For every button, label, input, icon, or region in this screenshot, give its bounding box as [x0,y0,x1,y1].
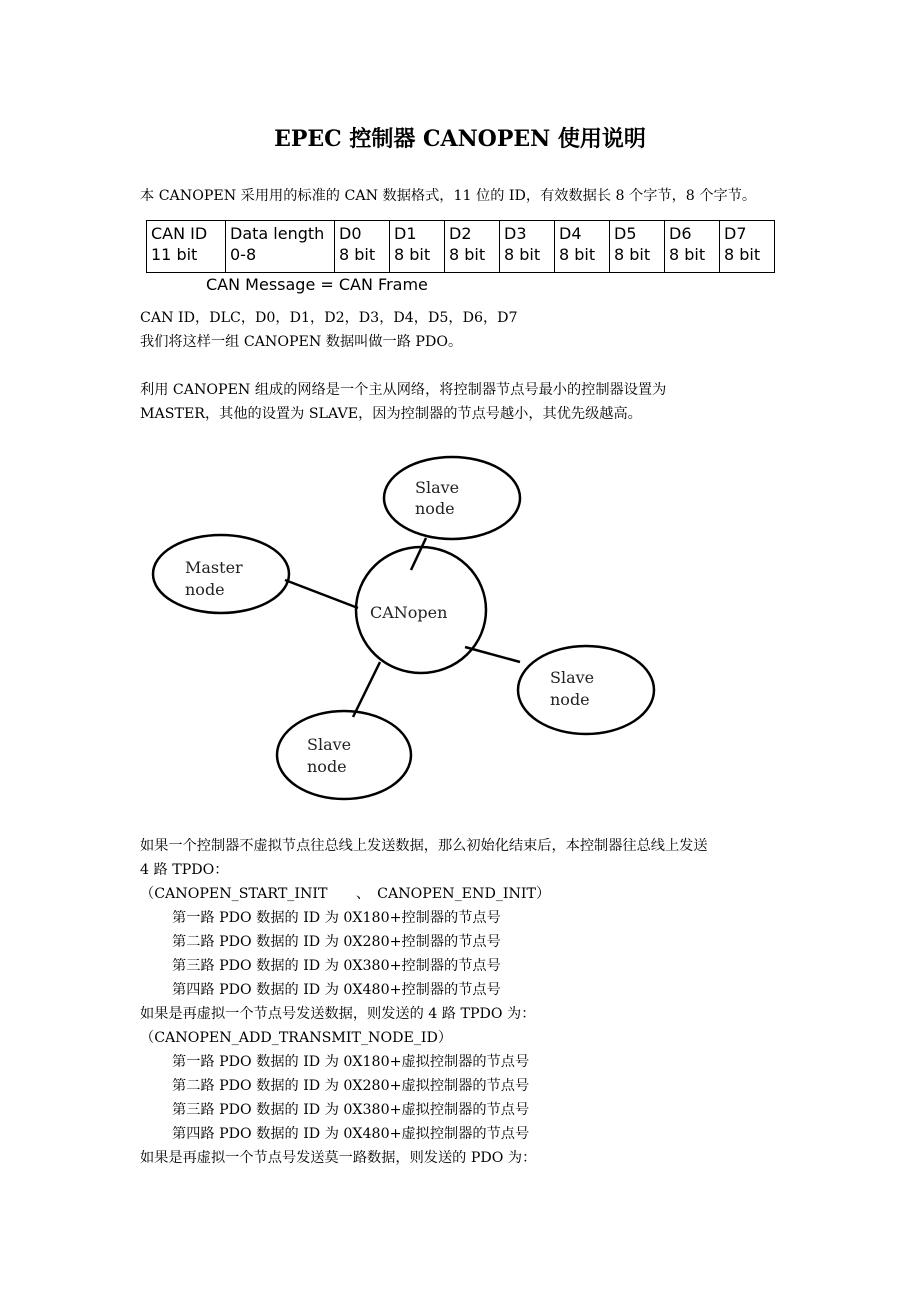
link-master [285,580,358,608]
table-cell: D0 8 bit [335,221,390,273]
list-item: 第三路 PDO 数据的 ID 为 0X380+虚拟控制器的节点号 [172,1102,530,1118]
network-para-line1: 利用 CANOPEN 组成的网络是一个主从网络，将控制器节点号最小的控制器设置为 [140,382,667,398]
link-bottom [353,662,380,717]
table-cell: D5 8 bit [610,221,665,273]
section2-line1: 如果是再虚拟一个节点号发送数据，则发送的 4 路 TPDO 为： [140,1006,536,1022]
table-cell: CAN ID 11 bit [147,221,226,273]
slave-bottom-label-2: node [307,757,347,776]
list-item: 第一路 PDO 数据的 ID 为 0X180+控制器的节点号 [172,910,501,926]
section1-func-line: （CANOPEN_START_INIT 、 CANOPEN_END_INIT） [140,886,551,902]
table-cell: D2 8 bit [445,221,500,273]
section1-line1: 如果一个控制器不虚拟节点往总线上发送数据，那么初始化结束后，本控制器往总线上发送 [140,838,708,854]
slave-right-label-2: node [550,690,590,709]
list-item: 第二路 PDO 数据的 ID 为 0X280+控制器的节点号 [172,934,501,950]
slave-bottom-node [277,711,411,799]
closing-line: 如果是再虚拟一个节点号发送莫一路数据，则发送的 PDO 为： [140,1150,537,1166]
slave-right-label-1: Slave [550,668,595,687]
can-frame-row [147,221,775,273]
list-item: 第四路 PDO 数据的 ID 为 0X480+控制器的节点号 [172,982,501,998]
frame-caption: CAN Message = CAN Frame [206,275,428,294]
pdo-line: 我们将这样一组 CANOPEN 数据叫做一路 PDO。 [140,334,463,350]
network-para-line2: MASTER，其他的设置为 SLAVE，因为控制器的节点号越小，其优先级越高。 [140,406,642,422]
table-cell: D1 8 bit [390,221,445,273]
section2-func-line: （CANOPEN_ADD_TRANSMIT_NODE_ID） [140,1030,453,1046]
list-item: 第三路 PDO 数据的 ID 为 0X380+控制器的节点号 [172,958,501,974]
section1-line2: 4 路 TPDO： [140,862,229,878]
slave-top-node [384,457,520,539]
table-cell: D3 8 bit [500,221,555,273]
canopen-label: CANopen [370,603,448,622]
link-top [411,538,426,570]
table-cell: D7 8 bit [720,221,775,273]
table-cell: Data length 0-8 [226,221,335,273]
table-cell: D4 8 bit [555,221,610,273]
master-label-2: node [185,580,225,599]
list-item: 第二路 PDO 数据的 ID 为 0X280+虚拟控制器的节点号 [172,1078,530,1094]
fields-line: CAN ID，DLC，D0，D1，D2，D3，D4，D5，D6，D7 [140,310,518,326]
slave-bottom-label-1: Slave [307,735,352,754]
network-diagram [140,440,680,830]
intro-paragraph: 本 CANOPEN 采用用的标准的 CAN 数据格式，11 位的 ID，有效数据长 8 个字节，8 个字节。 [140,188,757,204]
table-cell: D6 8 bit [665,221,720,273]
list-item: 第四路 PDO 数据的 ID 为 0X480+虚拟控制器的节点号 [172,1126,530,1142]
page-title: EPEC 控制器 CANOPEN 使用说明 [274,126,646,152]
slave-top-label-2: node [415,499,455,518]
master-label-1: Master [185,558,243,577]
list-item: 第一路 PDO 数据的 ID 为 0X180+虚拟控制器的节点号 [172,1054,530,1070]
can-frame-table [146,220,775,273]
slave-top-label-1: Slave [415,478,460,497]
